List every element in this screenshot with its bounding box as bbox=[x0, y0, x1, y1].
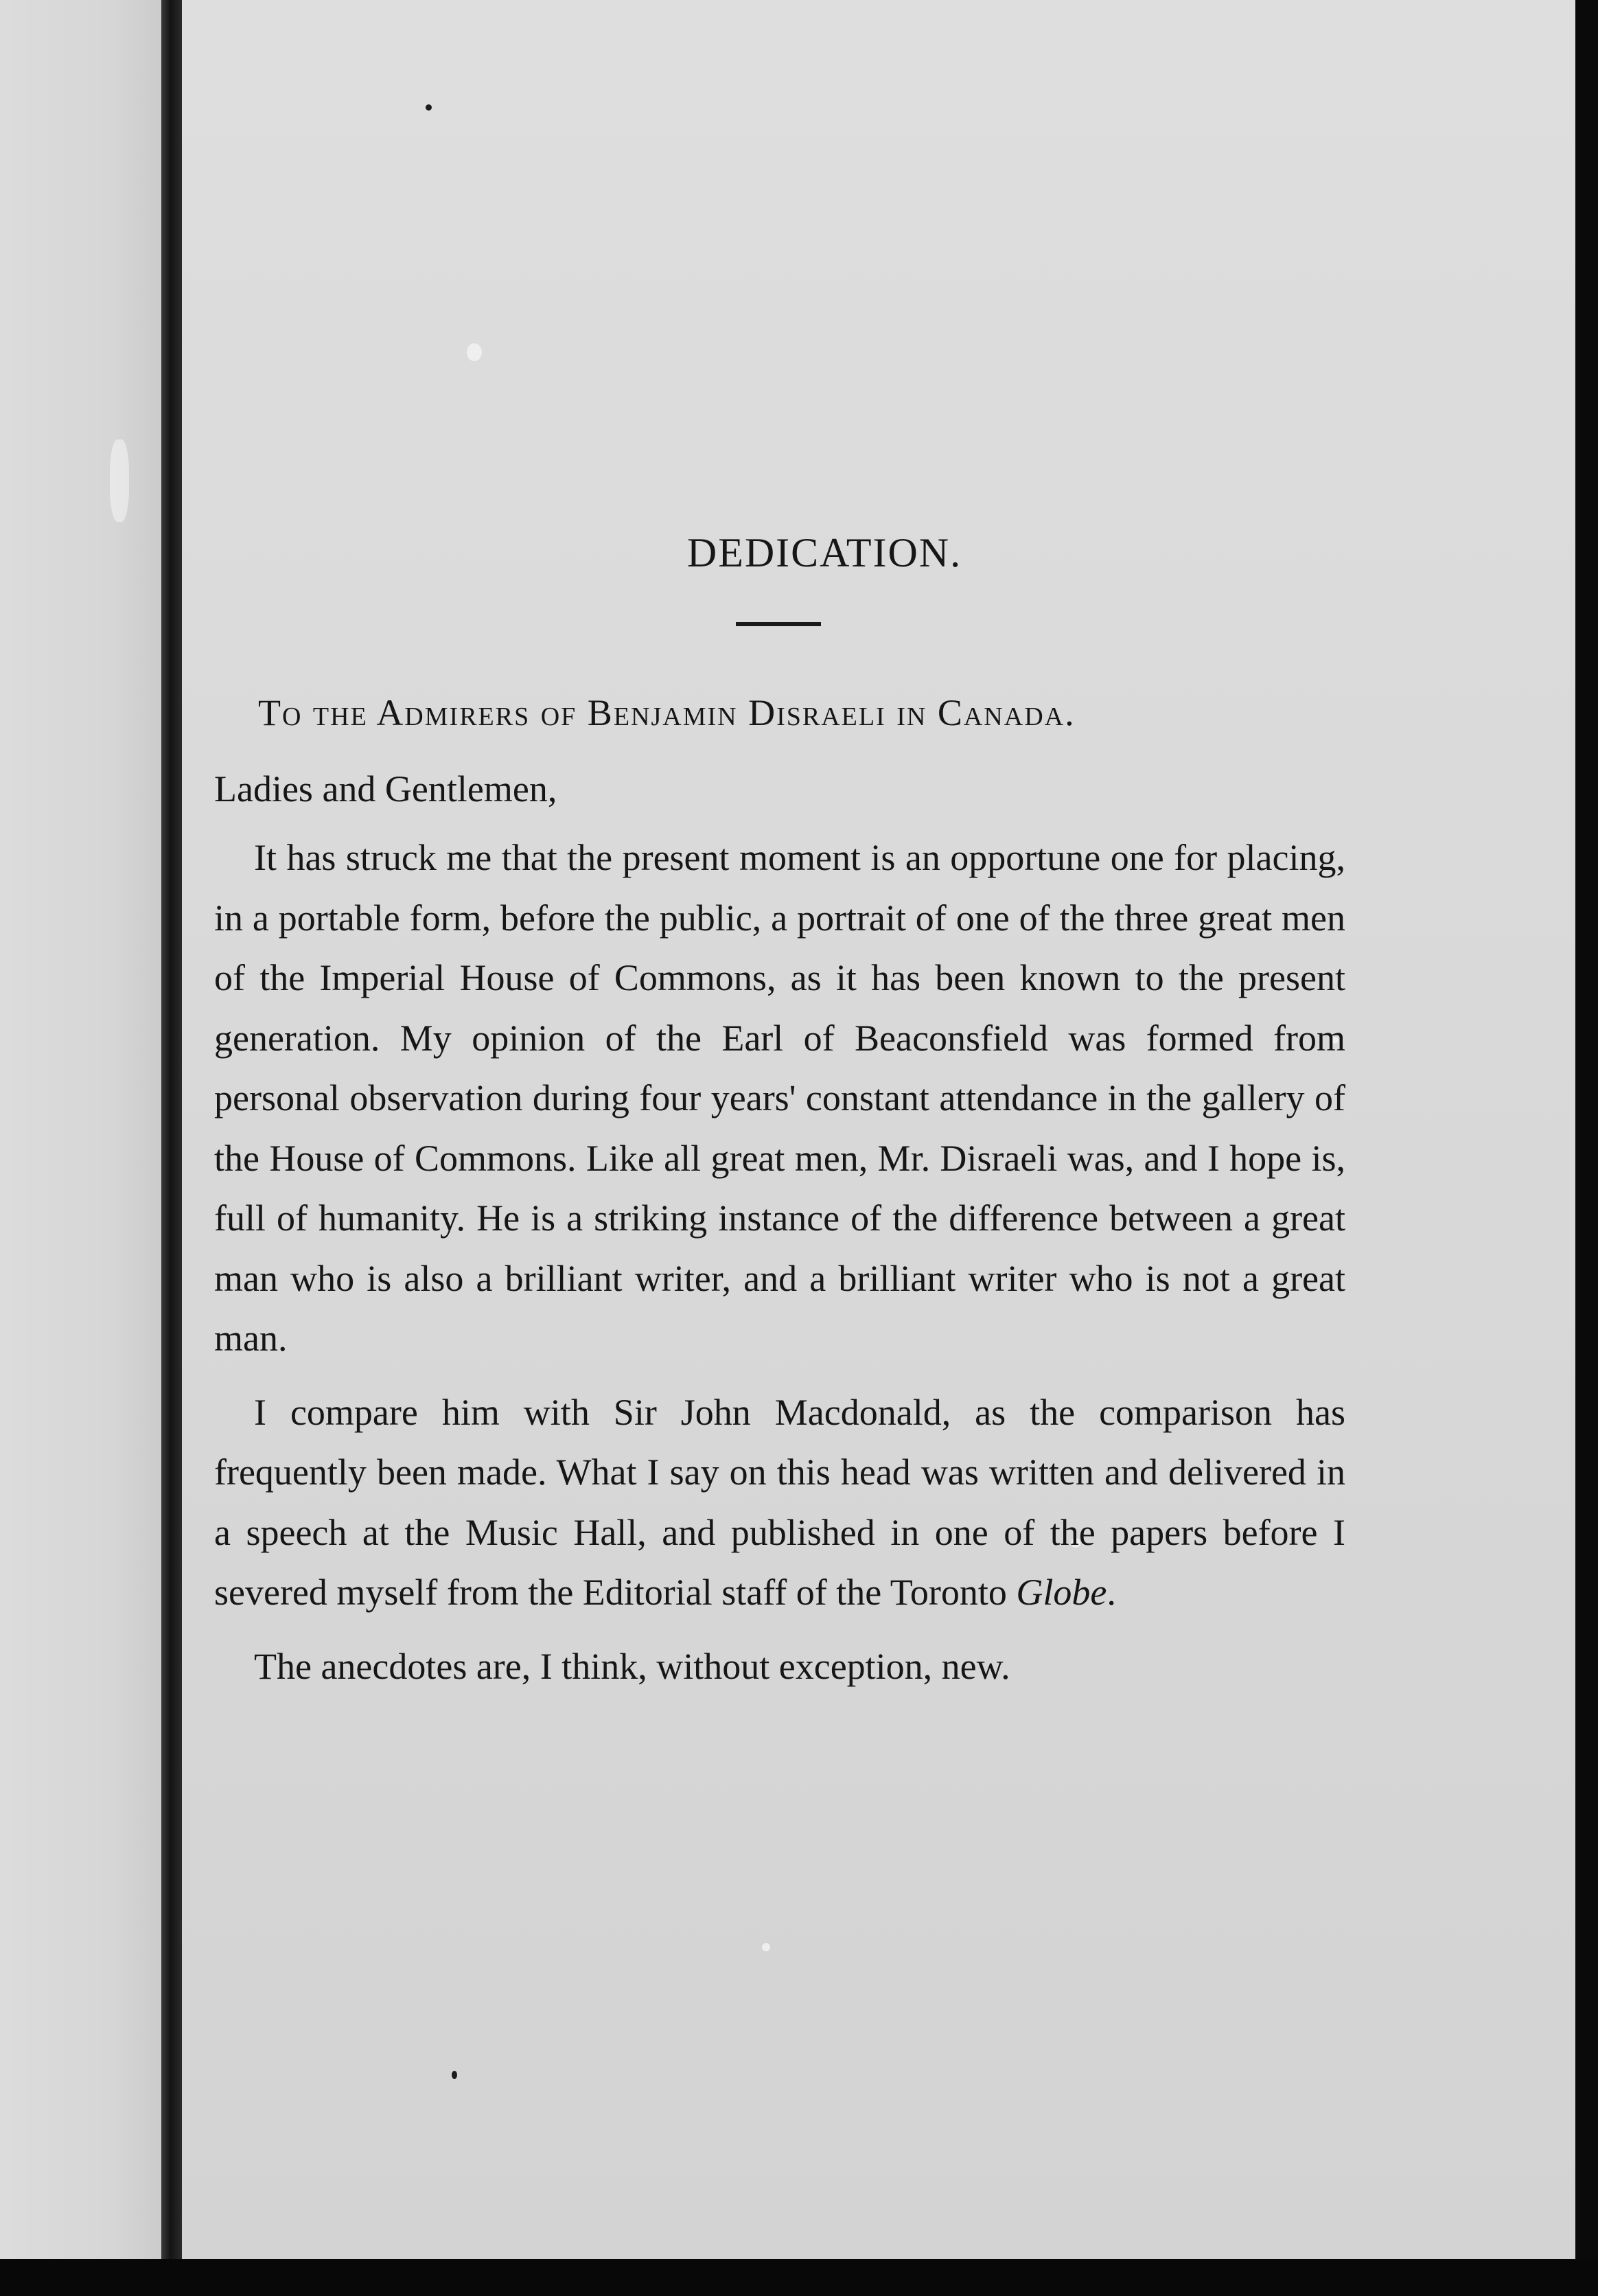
facing-page-edge bbox=[0, 0, 161, 2259]
paragraph-text: I compare him with Sir John Macdonald, as the comparison has frequently been made. What I say on this head was written and delivered in a speech at the Music Hall, and published in one of the papers before I severed myself from the Editorial staff of the Toronto bbox=[214, 1391, 1345, 1613]
dedication-address: To the Admirers of Benjamin Disraeli in Canada. bbox=[258, 692, 1076, 733]
ink-dot bbox=[452, 2071, 457, 2079]
title-rule bbox=[736, 622, 821, 626]
paragraph-text: . bbox=[1107, 1572, 1116, 1613]
bottom-scan-border bbox=[0, 2259, 1598, 2296]
ink-dot bbox=[426, 104, 432, 111]
dedication-text bbox=[214, 522, 1345, 1697]
newspaper-title: Globe bbox=[1016, 1572, 1107, 1613]
paragraph: It has struck me that the present moment is an opportune one for placing, in a portable form, before the public, a portrait of one of the three great men of the Imperial House of Commons, as it has been known to the present generation. My opinion of the Earl of Beaconsfield was formed from personal observation during four years' constant attendance in the gallery of the House of Commons. Like all great men, Mr. Disraeli was, and I hope is, full of humanity. He is a striking instance of the difference between a great man who is also a brilliant writer, and a brilliant writer who is not a great man. bbox=[214, 837, 1345, 1359]
paragraph bbox=[214, 1383, 1345, 1623]
binding-gutter bbox=[161, 0, 182, 2259]
scan-speck bbox=[110, 439, 129, 522]
scan-speck bbox=[762, 1943, 770, 1951]
scan-speck bbox=[467, 343, 482, 361]
page-title: DEDICATION. bbox=[686, 530, 962, 575]
salutation: Ladies and Gentlemen, bbox=[214, 768, 557, 810]
paragraph: The anecdotes are, I think, without exception, new. bbox=[254, 1645, 1010, 1687]
right-scan-border bbox=[1575, 0, 1598, 2296]
